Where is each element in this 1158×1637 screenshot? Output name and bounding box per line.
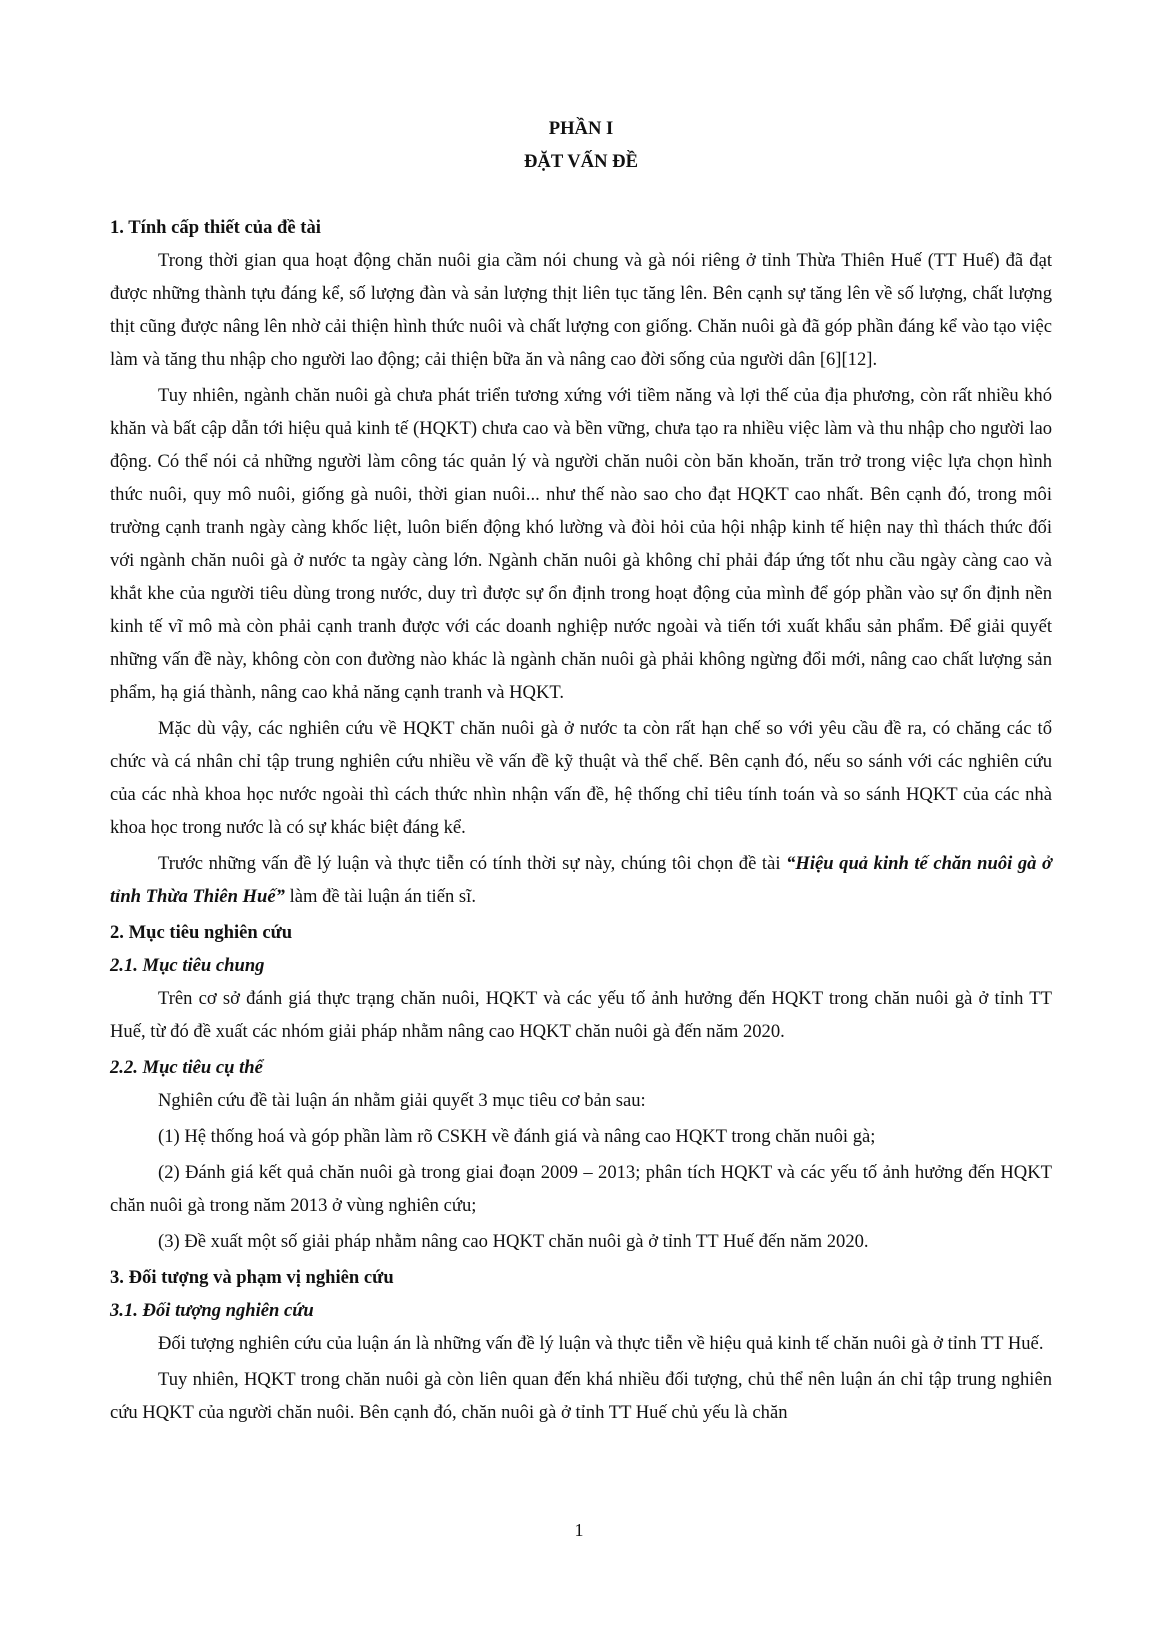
section-3-1-paragraph: Tuy nhiên, HQKT trong chăn nuôi gà còn liên quan đến khá nhiều đối tượng, chủ thể nên luận án chỉ tập trung nghiên cứu HQKT của người chăn nuôi. Bên cạnh đó, chăn nuôi gà ở tỉnh TT Huế chủ yếu là chăn [110,1369,1052,1423]
part-title: ĐẶT VẤN ĐỀ [524,151,638,172]
closing-text-after: làm đề tài luận án tiến sĩ. [284,886,476,907]
section-2-heading: 2. Mục tiêu nghiên cứu [110,922,293,943]
page-content [110,112,1052,1432]
section-2-2-heading: 2.2. Mục tiêu cụ thể [110,1057,263,1078]
thesis-title: “Hiệu quả kinh tế chăn nuôi gà ở tỉnh Thừa Thiên Huế” [110,853,1052,907]
objective-item: (3) Đề xuất một số giải pháp nhằm nâng cao HQKT chăn nuôi gà ở tỉnh TT Huế đến năm 2020. [158,1231,869,1252]
section-1-closing-paragraph [110,847,1052,913]
part-number: PHẦN I [548,118,614,139]
objective-item: (1) Hệ thống hoá và góp phần làm rõ CSKH về đánh giá và nâng cao HQKT trong chăn nuôi gà; [158,1126,876,1147]
section-3-1-paragraph: Đối tượng nghiên cứu của luận án là những vấn đề lý luận và thực tiễn về hiệu quả kinh tế chăn nuôi gà ở tỉnh TT Huế. [158,1333,1044,1354]
section-1-paragraph: Trong thời gian qua hoạt động chăn nuôi gia cầm nói chung và gà nói riêng ở tỉnh Thừa Thiên Huế (TT Huế) đã đạt được những thành tựu đáng kể, số lượng đàn và sản lượng thịt liên tục tăng lên. Bên cạnh sự tăng lên về số lượng, chất lượng thịt cũng được nâng lên nhờ cải thiện hình thức nuôi và chất lượng con giống. Chăn nuôi gà đã góp phần đáng kể vào tạo việc làm và tăng thu nhập cho người lao động; cải thiện bữa ăn và nâng cao đời sống của người dân [6][12]. [110,250,1052,370]
section-3-1-heading: 3.1. Đối tượng nghiên cứu [110,1300,314,1321]
objective-item: (2) Đánh giá kết quả chăn nuôi gà trong giai đoạn 2009 – 2013; phân tích HQKT và các yếu tố ảnh hưởng đến HQKT chăn nuôi gà trong năm 2013 ở vùng nghiên cứu; [110,1162,1052,1216]
section-1-paragraph: Mặc dù vậy, các nghiên cứu về HQKT chăn nuôi gà ở nước ta còn rất hạn chế so với yêu cầu đề ra, có chăng các tổ chức và cá nhân chỉ tập trung nghiên cứu nhiều về vấn đề kỹ thuật và thể chế. Bên cạnh đó, nếu so sánh với các nghiên cứu của các nhà khoa học nước ngoài thì cách thức nhìn nhận vấn đề, hệ thống chỉ tiêu tính toán và so sánh HQKT của các nhà khoa học trong nước là có sự khác biệt đáng kể. [110,718,1052,838]
section-2-2-intro: Nghiên cứu đề tài luận án nhằm giải quyết 3 mục tiêu cơ bản sau: [158,1090,646,1111]
section-2-1-heading: 2.1. Mục tiêu chung [110,955,265,976]
section-2-1-paragraph: Trên cơ sở đánh giá thực trạng chăn nuôi, HQKT và các yếu tố ảnh hưởng đến HQKT trong chăn nuôi gà ở tỉnh TT Huế, từ đó đề xuất các nhóm giải pháp nhằm nâng cao HQKT chăn nuôi gà đến năm 2020. [110,988,1052,1042]
section-1-paragraph: Tuy nhiên, ngành chăn nuôi gà chưa phát triển tương xứng với tiềm năng và lợi thế của địa phương, còn rất nhiều khó khăn và bất cập dẫn tới hiệu quả kinh tế (HQKT) chưa cao và bền vững, chưa tạo ra nhiều việc làm và thu nhập cho người lao động. Có thể nói cả những người làm công tác quản lý và người chăn nuôi còn băn khoăn, trăn trở trong việc lựa chọn hình thức nuôi, quy mô nuôi, giống gà nuôi, thời gian nuôi... như thế nào sao cho đạt HQKT cao nhất. Bên cạnh đó, trong môi trường cạnh tranh ngày càng khốc liệt, luôn biến động khó lường và đòi hỏi của hội nhập kinh tế hiện nay thì thách thức đối với ngành chăn nuôi gà ở nước ta ngày càng lớn. Ngành chăn nuôi gà không chỉ phải đáp ứng tốt nhu cầu ngày càng cao và khắt khe của người tiêu dùng trong nước, duy trì được sự ổn định trong hoạt động của mình để góp phần vào sự ổn định nền kinh tế vĩ mô mà còn phải cạnh tranh được với các doanh nghiệp nước ngoài và tiến tới xuất khẩu sản phẩm. Để giải quyết những vấn đề này, không còn con đường nào khác là ngành chăn nuôi gà phải không ngừng đổi mới, nâng cao chất lượng sản phẩm, hạ giá thành, nâng cao khả năng cạnh tranh và HQKT. [110,385,1052,703]
section-1-heading: 1. Tính cấp thiết của đề tài [110,217,321,238]
page-number: 1 [574,1520,584,1540]
closing-text-before: Trước những vấn đề lý luận và thực tiễn có tính thời sự này, chúng tôi chọn đề tài [158,853,787,874]
section-3-heading: 3. Đối tượng và phạm vị nghiên cứu [110,1267,394,1288]
